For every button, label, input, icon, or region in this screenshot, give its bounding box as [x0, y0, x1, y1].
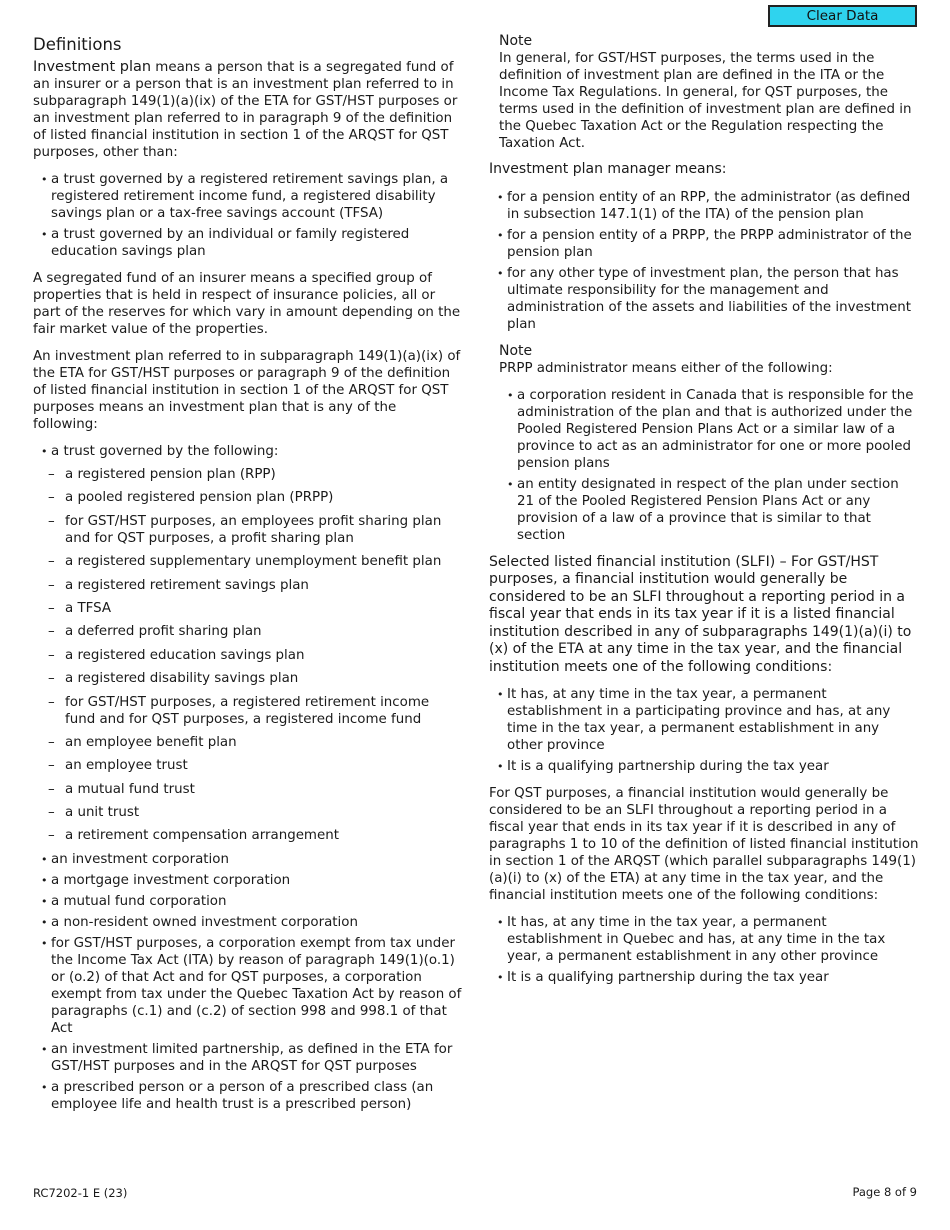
- list-item: – a registered retirement savings plan: [41, 577, 463, 594]
- list-item: – a unit trust: [41, 804, 463, 821]
- definitions-heading: Definitions: [33, 35, 122, 54]
- list-item: – a registered disability savings plan: [41, 670, 463, 687]
- clear-data-button[interactable]: Clear Data: [768, 5, 917, 27]
- note-text: PRPP administrator means either of the following:: [499, 360, 833, 376]
- list-item: – a mutual fund trust: [41, 781, 463, 798]
- list-item-trust-governed: [41, 443, 463, 844]
- left-column: [33, 35, 463, 1123]
- list-item: • a non-resident owned investment corporation: [41, 914, 463, 931]
- list-item: – an employee benefit plan: [41, 734, 463, 751]
- investment-plan-manager-list: [497, 189, 919, 333]
- list-item: – a registered education savings plan: [41, 647, 463, 664]
- slfi-conditions-list: [497, 686, 919, 775]
- list-item: – a registered supplementary unemployment benefit plan: [41, 553, 463, 570]
- list-item: – a TFSA: [41, 600, 463, 617]
- note-title: Note: [499, 342, 533, 359]
- trust-items-list: [51, 466, 463, 844]
- list-item: – a deferred profit sharing plan: [41, 623, 463, 640]
- trust-governed-label: a trust governed by the following:: [51, 444, 279, 459]
- investment-plan-types-list: [41, 443, 463, 1113]
- list-item: • a prescribed person or a person of a prescribed class (an employee life and health trust is a prescribed person): [41, 1079, 463, 1113]
- form-identifier: RC7202-1 E (23): [33, 1186, 128, 1200]
- list-item: • an investment limited partnership, as defined in the ETA for GST/HST purposes and in the ARQST for QST purposes: [41, 1041, 463, 1075]
- note-title: Note: [499, 33, 533, 49]
- list-item: • for a pension entity of a PRPP, the PRPP administrator of the pension plan: [497, 227, 919, 261]
- list-item: • a trust governed by a registered retirement savings plan, a registered retirement income fund, a registered disability savings plan or a tax-free savings account (TFSA): [41, 171, 463, 222]
- note-prpp-administrator: [499, 343, 919, 544]
- list-item: • a mutual fund corporation: [41, 893, 463, 910]
- list-item: • a corporation resident in Canada that is responsible for the administration of the plan and that is authorized under the Pooled Registered Pension Plans Act or a similar law of a province to act as an administrator for one or more pooled pension plans: [507, 387, 919, 472]
- list-item: • for any other type of investment plan, the person that has ultimate responsibility for the management and administration of the assets and liabilities of the investment plan: [497, 265, 919, 333]
- investment-plan-manager-intro: Investment plan manager means:: [489, 161, 727, 177]
- list-item: • a trust governed by an individual or family registered education savings plan: [41, 226, 463, 260]
- list-item: • an investment corporation: [41, 851, 463, 868]
- note-investment-plan-terms: [499, 33, 919, 152]
- page-number: Page 8 of 9: [852, 1185, 917, 1199]
- list-item: – a registered pension plan (RPP): [41, 466, 463, 483]
- investment-plan-definition: [33, 59, 463, 161]
- qst-paragraph: For QST purposes, a financial institution would generally be considered to be an SLFI throughout a reporting period in a fiscal year that ends in its tax year if it is described in any of paragraphs 1 to 10 of the definition of listed financial institution in section 1 of the ARQST (which parallel subparagraphs 149(1)(a)(i) to (x) of the ETA) at any time in the tax year, and the financial institution meets one of the following conditions:: [489, 786, 919, 903]
- note-text: In general, for GST/HST purposes, the terms used in the definition of investment plan are defined in the ITA or the Income Tax Regulations. In general, for QST purposes, the terms used in the definition of investment plan are defined in the Quebec Taxation Act or the Regulation respecting the Taxation Act.: [499, 51, 912, 151]
- list-item: – for GST/HST purposes, an employees profit sharing plan and for QST purposes, a profit sharing plan: [41, 513, 463, 547]
- list-item: – for GST/HST purposes, a registered retirement income fund and for QST purposes, a registered income fund: [41, 694, 463, 728]
- list-item: • a mortgage investment corporation: [41, 872, 463, 889]
- qst-conditions-list: [497, 914, 919, 986]
- list-item: • for a pension entity of an RPP, the administrator (as defined in subsection 147.1(1) of the ITA) of the pension plan: [497, 189, 919, 223]
- list-item: • It is a qualifying partnership during the tax year: [497, 758, 919, 775]
- investment-plan-term: Investment plan: [33, 59, 152, 75]
- list-item: • an entity designated in respect of the plan under section 21 of the Pooled Registered Pension Plans Act or any provision of a law of a province that is similar to that section: [507, 476, 919, 544]
- investment-plan-text: means a person that is a segregated fund of an insurer or a person that is an investment plan referred to in subparagraph 149(1)(a)(ix) of the ETA for GST/HST purposes or an investment plan referred to in paragraph 9 of the definition of listed financial institution in section 1 of the ARQST for QST purposes, other than:: [33, 60, 458, 160]
- list-item: • It has, at any time in the tax year, a permanent establishment in Quebec and has, at any time in the tax year, a permanent establishment in any other province: [497, 914, 919, 965]
- right-column: [489, 33, 919, 996]
- slfi-paragraph: Selected listed financial institution (SLFI) – For GST/HST purposes, a financial institution would generally be considered to be an SLFI throughout a reporting period in a fiscal year that ends in its tax year if it is a listed financial institution described in any of subparagraphs 149(1)(a)(i) to (x) of the ETA at any time in the tax year, and the financial institution meets one of the following conditions:: [489, 553, 912, 675]
- list-item: • It is a qualifying partnership during the tax year: [497, 969, 919, 986]
- list-item: • for GST/HST purposes, a corporation exempt from tax under the Income Tax Act (ITA) by reason of paragraph 149(1)(o.1) or (o.2) of that Act and for QST purposes, a corporation exempt from tax under the Quebec Taxation Act by reason of paragraphs (c.1) and (c.2) of section 998 and 998.1 of that Act: [41, 935, 463, 1037]
- segregated-fund-paragraph: A segregated fund of an insurer means a specified group of properties that is held in respect of insurance policies, all or part of the reserves for which vary in amount depending on the fair market value of the properties.: [33, 271, 461, 337]
- referred-plan-paragraph: An investment plan referred to in subparagraph 149(1)(a)(ix) of the ETA for GST/HST purposes or paragraph 9 of the definition of listed financial institution in section 1 of the ARQST for QST purposes means an investment plan that is any of the following:: [33, 349, 461, 432]
- list-item: – a pooled registered pension plan (PRPP): [41, 489, 463, 506]
- prpp-administrator-list: [507, 387, 919, 544]
- list-item: • It has, at any time in the tax year, a permanent establishment in a participating province and has, at any time in the tax year, a permanent establishment in any other province: [497, 686, 919, 754]
- list-item: – an employee trust: [41, 757, 463, 774]
- list-item: – a retirement compensation arrangement: [41, 827, 463, 844]
- other-than-list: [41, 171, 463, 260]
